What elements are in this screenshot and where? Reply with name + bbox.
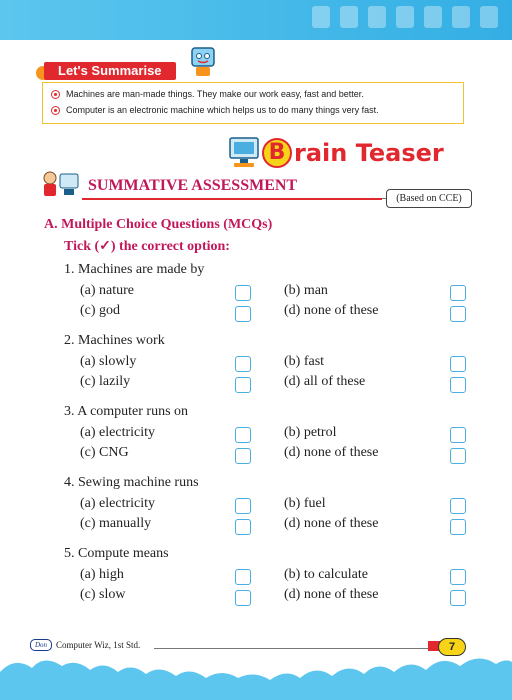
- summary-point: [51, 105, 379, 115]
- option-c-checkbox[interactable]: [235, 590, 251, 606]
- option-a-checkbox[interactable]: [235, 285, 251, 301]
- option-d-checkbox[interactable]: [450, 377, 466, 393]
- option-b: (b) petrol: [284, 425, 337, 440]
- camera-icon: [340, 6, 358, 28]
- summary-point-text: Computer is an electronic machine which helps us to do many things very fast.: [66, 105, 379, 115]
- option-c: (c) slow: [80, 587, 126, 602]
- option-b: (b) fast: [284, 354, 325, 369]
- option-b-checkbox[interactable]: [450, 285, 466, 301]
- option-d-checkbox[interactable]: [450, 448, 466, 464]
- option-d-checkbox[interactable]: [450, 306, 466, 322]
- instruction: Tick (✓) the correct option:: [64, 239, 230, 254]
- speaker-icon: [424, 6, 442, 28]
- option-c-checkbox[interactable]: [235, 306, 251, 322]
- question-text: 5. Compute means: [64, 546, 169, 561]
- assessment-title: SUMMATIVE ASSESSMENT: [88, 177, 298, 194]
- monitor-icon: [480, 6, 498, 28]
- brain-teaser-banner: [228, 134, 474, 176]
- brain-teaser-title: rain Teaser: [294, 139, 444, 167]
- option-c: (c) god: [80, 303, 121, 318]
- option-a-checkbox[interactable]: [235, 427, 251, 443]
- option-c: (c) lazily: [80, 374, 131, 389]
- option-d: (d) none of these: [284, 445, 379, 460]
- question-text: 1. Machines are made by: [64, 262, 205, 277]
- summary-box: [42, 82, 464, 124]
- option-a-checkbox[interactable]: [235, 498, 251, 514]
- summary-heading: Let's Summarise: [44, 62, 176, 80]
- option-b-checkbox[interactable]: [450, 356, 466, 372]
- option-b-checkbox[interactable]: [450, 498, 466, 514]
- option-b: (b) to calculate: [284, 567, 368, 582]
- option-a-checkbox[interactable]: [235, 356, 251, 372]
- printer-icon: [452, 6, 470, 28]
- footer-cloud-border: [0, 650, 512, 700]
- publisher-logo: Don: [30, 639, 52, 651]
- option-d: (d) none of these: [284, 516, 379, 531]
- cpu-tower-icon: [312, 6, 330, 28]
- computer-devices-strip: [312, 6, 498, 28]
- cce-note: (Based on CCE): [386, 189, 472, 208]
- option-c: (c) CNG: [80, 445, 129, 460]
- option-a: (a) high: [80, 567, 124, 582]
- option-c: (c) manually: [80, 516, 152, 531]
- option-d: (d) none of these: [284, 587, 379, 602]
- option-a: (a) electricity: [80, 425, 156, 440]
- option-a: (a) nature: [80, 283, 135, 298]
- computer-mascot-icon: [228, 134, 262, 172]
- page-number: 7: [438, 638, 466, 656]
- option-c-checkbox[interactable]: [235, 448, 251, 464]
- option-d: (d) none of these: [284, 303, 379, 318]
- summary-point: [51, 89, 364, 99]
- bullet-icon: [51, 90, 60, 99]
- top-banner: [0, 0, 512, 40]
- question-text: 3. A computer runs on: [64, 404, 189, 419]
- brain-teaser-initial: B: [262, 138, 292, 168]
- title-underline: [82, 198, 382, 200]
- book-title: Computer Wiz, 1st Std.: [56, 640, 141, 650]
- option-d: (d) all of these: [284, 374, 366, 389]
- option-b-checkbox[interactable]: [450, 569, 466, 585]
- option-c-checkbox[interactable]: [235, 519, 251, 535]
- option-d-checkbox[interactable]: [450, 590, 466, 606]
- question-text: 4. Sewing machine runs: [64, 475, 199, 490]
- bullet-icon: [51, 106, 60, 115]
- option-b-checkbox[interactable]: [450, 427, 466, 443]
- option-a: (a) slowly: [80, 354, 137, 369]
- footer-rule: [154, 648, 438, 649]
- webcam-icon: [368, 6, 386, 28]
- option-b: (b) fuel: [284, 496, 326, 511]
- option-d-checkbox[interactable]: [450, 519, 466, 535]
- option-c-checkbox[interactable]: [235, 377, 251, 393]
- option-a-checkbox[interactable]: [235, 569, 251, 585]
- summary-point-text: Machines are man-made things. They make our work easy, fast and better.: [66, 89, 364, 99]
- robot-icon: [186, 46, 220, 78]
- question-text: 2. Machines work: [64, 333, 165, 348]
- option-a: (a) electricity: [80, 496, 156, 511]
- kid-at-computer-icon: [40, 168, 80, 200]
- option-b: (b) man: [284, 283, 328, 298]
- keyboard-icon: [396, 6, 414, 28]
- section-heading: A. Multiple Choice Questions (MCQs): [44, 217, 273, 232]
